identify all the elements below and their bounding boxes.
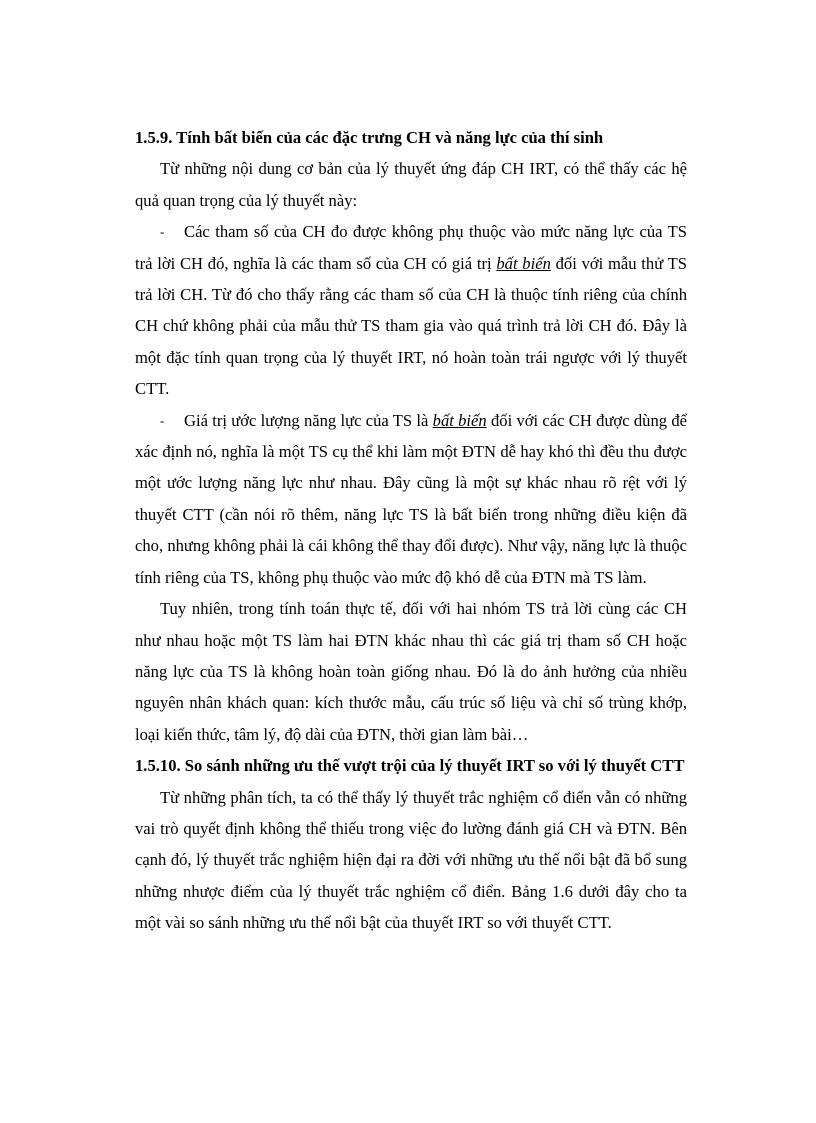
bullet-1-text-start: Các tham số của CH đo được không phụ thuộc vào mức năng lực của TS trả lời CH đó, nghĩa là các tham số của CH có giá trị <box>135 222 687 273</box>
bullet-2-text-end: đối với các CH được dùng để xác định nó, nghĩa là một TS cụ thể khi làm một ĐTN dễ hay khó thì đều thu được một ước lượng năng lực như nhau. Đây cũng là một sự khác nhau rõ rệt với lý thuyết CTT (cần nói rõ thêm, năng lực TS là bất biến trong những điều kiện đã cho, nhưng không phải là cái không thể thay đổi được). Như vậy, năng lực là thuộc tính riêng của TS, không phụ thuộc vào mức độ khó dễ của ĐTN mà TS làm. <box>135 410 687 587</box>
body-paragraph-3: Từ những phân tích, ta có thể thấy lý thuyết trắc nghiệm cổ điển vẫn có những vai trò quyết định không thể thiếu trong việc đo lường đánh giá CH và ĐTN. Bên cạnh đó, lý thuyết trắc nghiệm hiện đại ra đời với những ưu thế nổi bật đã bổ sung những nhược điểm của lý thuyết trắc nghiệm cổ điển. Bảng 1.6 dưới đây cho ta một vài so sánh những ưu thế nổi bật của thuyết IRT so với thuyết CTT. <box>135 787 687 933</box>
bullet-1-emphasis: bất biến <box>496 253 551 273</box>
bullet-dash: - <box>160 412 165 428</box>
section-heading-1-5-10: 1.5.10. So sánh những ưu thế vượt trội của lý thuyết IRT so với lý thuyết CTT <box>135 756 685 776</box>
bullet-2-text-start: Giá trị ước lượng năng lực của TS là <box>184 410 433 430</box>
bullet-1-text-end: đối với mẫu thử TS trả lời CH. Từ đó cho thấy rằng các tham số của CH là thuộc tính riêng của chính CH chứ không phải của mẫu thử TS tham gia vào quá trình trả lời CH đó. Đây là một đặc tính quan trọng của lý thuyết IRT, nó hoàn toàn trái ngược với lý thuyết CTT. <box>135 253 688 399</box>
section-heading-1-5-9: 1.5.9. Tính bất biến của các đặc trưng CH và năng lực của thí sinh <box>135 128 604 147</box>
page-content <box>135 122 687 939</box>
intro-paragraph: Từ những nội dung cơ bản của lý thuyết ứng đáp CH IRT, có thể thấy các hệ quả quan trọng của lý thuyết này: <box>135 159 687 210</box>
bullet-2-emphasis: bất biến <box>432 410 487 430</box>
bullet-dash: - <box>160 224 165 240</box>
bullet-item-2 <box>135 405 687 593</box>
body-paragraph-2: Tuy nhiên, trong tính toán thực tế, đối với hai nhóm TS trả lời cùng các CH như nhau hoặc một TS làm hai ĐTN khác nhau thì các giá trị tham số CH hoặc năng lực của TS là không hoàn toàn giống nhau. Đó là do ảnh hưởng của nhiều nguyên nhân khách quan: kích thước mẫu, cấu trúc số liệu và chỉ số trùng khớp, loại kiến thức, tâm lý, độ dài của ĐTN, thời gian làm bài… <box>135 599 687 744</box>
bullet-item-1 <box>135 216 687 404</box>
